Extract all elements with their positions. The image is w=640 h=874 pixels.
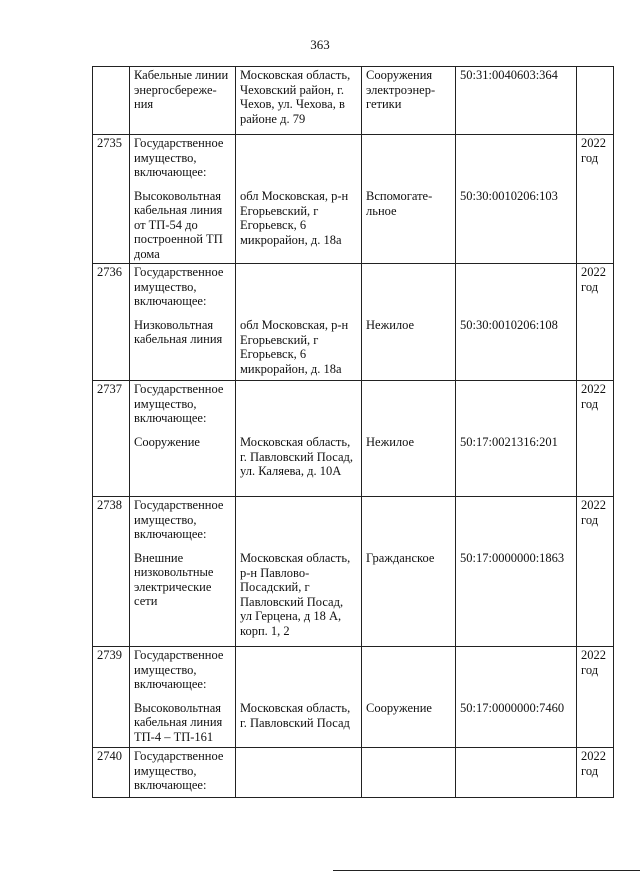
address: Московская область, г. Павловский Посад, ул. Каляева, д. 10А (240, 435, 354, 478)
table-row (93, 264, 614, 381)
object-type: Вспомогате-льное (366, 189, 433, 218)
object-type: Нежилое (366, 318, 415, 332)
year-cell (577, 67, 614, 135)
object-type-cell (362, 67, 456, 135)
year: 2022 год (577, 497, 614, 647)
cadastral-number: 50:31:0040603:364 (460, 68, 558, 82)
object-group-title: Государственное имущество, включающее: (134, 265, 224, 308)
table-row (93, 135, 614, 264)
cadastral-number-cell (456, 748, 577, 798)
table-row (93, 647, 614, 748)
row-number: 2739 (93, 647, 130, 748)
address-cell (236, 647, 362, 748)
object-group-title: Государственное имущество, включающее: (134, 382, 224, 425)
object-group-title: Государственное имущество, включающее: (134, 136, 224, 179)
cadastral-number: 50:30:0010206:108 (460, 318, 558, 332)
object-name-cell (130, 135, 236, 264)
year: 2022 год (577, 748, 614, 798)
address-cell (236, 264, 362, 381)
table-row (93, 497, 614, 647)
object-type-cell (362, 748, 456, 798)
address-cell (236, 497, 362, 647)
object-type: Сооружение (366, 701, 432, 715)
object-name-cell (130, 748, 236, 798)
row-number-cell (93, 67, 130, 135)
object-group-title: Государственное имущество, включающее: (134, 749, 224, 792)
object-name: Высоковольтная кабельная линия ТП-4 – ТП-161 (134, 700, 223, 744)
year: 2022 год (577, 381, 614, 497)
cadastral-number: 50:17:0021316:201 (460, 435, 558, 449)
object-name-cell (130, 264, 236, 381)
object-group-title: Государственное имущество, включающее: (134, 498, 224, 541)
address: Московская область, р-н Павлово-Посадский, г Павловский Посад, ул Герцена, д 18 А, корп. 1, 2 (240, 551, 351, 638)
cadastral-number: 50:30:0010206:103 (460, 189, 558, 203)
address: Московская область, Чеховский район, г. Чехов, ул. Чехова, в районе д. 79 (240, 68, 351, 126)
table-row (93, 381, 614, 497)
row-number: 2738 (93, 497, 130, 647)
year: 2022 год (577, 264, 614, 381)
cadastral-number-cell (456, 264, 577, 381)
cadastral-number-cell (456, 647, 577, 748)
object-type: Сооружения электроэнер-гетики (366, 68, 436, 111)
table-row-continuation (93, 67, 614, 135)
address: Московская область, г. Павловский Посад (240, 701, 351, 730)
cadastral-number: 50:17:0000000:1863 (460, 551, 565, 565)
cadastral-number-cell (456, 381, 577, 497)
cadastral-number: 50:17:0000000:7460 (460, 701, 565, 715)
cadastral-number-cell (456, 67, 577, 135)
address-cell (236, 748, 362, 798)
footer-divider (333, 870, 640, 871)
object-type-cell (362, 135, 456, 264)
cadastral-number-cell (456, 497, 577, 647)
object-type-cell (362, 497, 456, 647)
address-cell (236, 135, 362, 264)
year: 2022 год (577, 135, 614, 264)
cadastral-number-cell (456, 135, 577, 264)
property-registry-table (92, 66, 614, 798)
object-type: Нежилое (366, 435, 415, 449)
row-number: 2737 (93, 381, 130, 497)
year: 2022 год (577, 647, 614, 748)
row-number: 2736 (93, 264, 130, 381)
object-name: Внешние низковольтные электрические сети (134, 550, 214, 608)
object-group-title: Государственное имущество, включающее: (134, 648, 224, 691)
row-number: 2740 (93, 748, 130, 798)
object-name: Сооружение (134, 434, 200, 449)
object-type: Гражданское (366, 551, 435, 565)
table-row (93, 748, 614, 798)
row-number: 2735 (93, 135, 130, 264)
object-type-cell (362, 381, 456, 497)
object-name-cell (130, 67, 236, 135)
object-name: Кабельные линии энергосбереже-ния (134, 68, 229, 111)
page-number: 363 (310, 37, 330, 52)
object-name-cell (130, 497, 236, 647)
object-name-cell (130, 647, 236, 748)
object-type-cell (362, 647, 456, 748)
address-cell (236, 381, 362, 497)
address: обл Московская, р-н Егорьевский, г Егорьевск, 6 микрорайон, д. 18а (240, 189, 349, 247)
address-cell (236, 67, 362, 135)
object-name: Высоковольтная кабельная линия от ТП-54 до построенной ТП дома (134, 188, 223, 261)
object-type-cell (362, 264, 456, 381)
object-name: Низковольтная кабельная линия (134, 317, 223, 346)
address: обл Московская, р-н Егорьевский, г Егорьевск, 6 микрорайон, д. 18а (240, 318, 349, 376)
object-name-cell (130, 381, 236, 497)
